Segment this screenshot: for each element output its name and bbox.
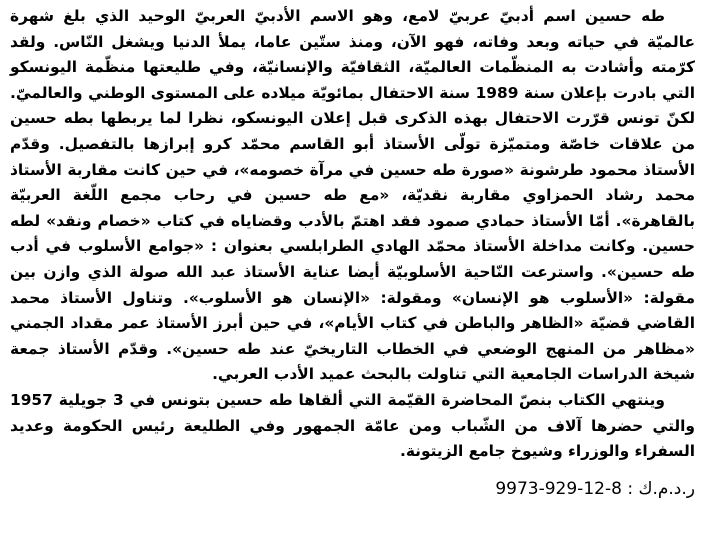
body-paragraph-closing: وينتهي الكتاب بنصّ المحاضرة القيّمة التي ألقاها طه حسين بتونس في 3 جويلية 1957 والتي حضرها آلاف من الشّباب ومن عامّة الجمهور وفي الطليعة رئيس الحكومة وعديد السفراء والوزراء وشيوخ جامع الزيتونة. xyxy=(10,390,695,461)
isbn-line: ر.د.م.ك : 8-12-929-9973 xyxy=(495,478,695,499)
body-paragraph-main: طه حسين اسم أدبيّ عربيّ لامع، وهو الاسم الأدبيّ العربيّ الوحيد الذي بلغ شهرة عالميّة في حياته وبعد وفاته، فهو الآن، ومنذ ستّين عاما، يملأ الدنيا ويشغل النّاس. ولقد كرّمته وأشادت به المنظّمات العالميّة، الثقافيّة والإنسانيّة، وفي طليعتها منظّمة اليونسكو التي بادرت بإعلان سنة 1989 سنة الاحتفال بمائويّة ميلاده على المستوى الوطني والعالميّ. لكنّ تونس قرّرت الاحتفال بهذه الذكرى قبل إعلان اليونسكو، نظرا لما يربطها بطه حسين من علاقات خاصّة ومتميّزة تولّى الأستاذ أبو القاسم محمّد كرو إبرازها بالتفصيل. وقدّم الأستاذ محمود طرشونة «صورة طه حسين في مرآة خصومه»، في حين كانت مقاربة الأستاذ محمد رشاد الحمزاوي مقاربة نقديّة، «مع طه حسين في رحاب مجمع اللّغة العربيّة بالقاهرة». أمّا الأستاذ حمادي صمود فقد اهتمّ بالأدب وقضاياه في كتاب «خصام ونقد» لطه حسين. وكانت مداخلة الأستاذ محمّد الهادي الطرابلسي بعنوان : «جوامع الأسلوب في أدب طه حسين». واسترعت النّاحية الأسلوبيّة أيضا عناية الأستاذ عبد الله صولة الذي وازن بين مقولة: «الأسلوب هو الإنسان» ومقولة: «الإنسان هو الأسلوب». وتناول الأستاذ محمد القاضي قضيّة «الظاهر والباطن في كتاب الأيام»، في حين أبرز الأستاذ عمر مقداد الجمني «مظاهر من المنهج الوضعي في الخطاب التاريخيّ عند طه حسين». وقدّم الأستاذ جمعة شيخة الدراسات الجامعية التي تناولت بالبحث عميد الأدب العربي. xyxy=(10,7,695,384)
